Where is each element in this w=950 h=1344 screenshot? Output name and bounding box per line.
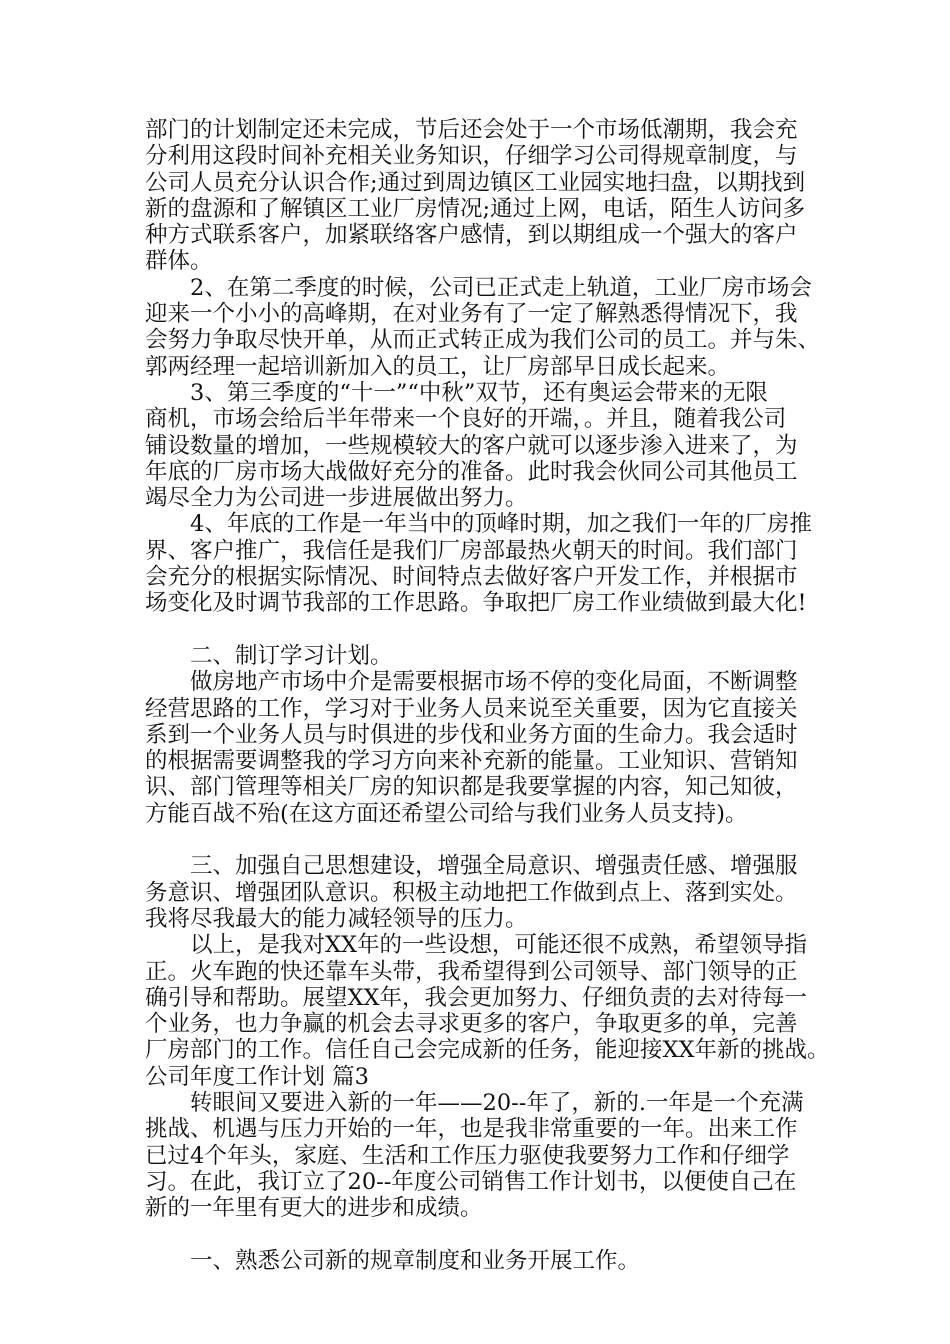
text-line: 年底的厂房市场大战做好充分的准备。此时我会伙同公司其他员工 <box>145 458 798 485</box>
blank-line <box>145 1221 825 1247</box>
text-line: 部门的计划制定还未完成，节后还会处于一个市场低潮期，我会充 <box>145 117 798 143</box>
text-line: 2、在第二季度的时候，公司已正式走上轨道，工业厂房市场会 <box>190 274 812 301</box>
text-line: 公司人员充分认识合作;通过到周边镇区工业园实地扫盘，以期找到 <box>145 169 806 196</box>
text-line: 正。火车跑的快还靠车头带，我希望得到公司领导、部门领导的正 <box>145 958 798 985</box>
text-line: 方能百战不殆(在这方面还希望公司给与我们业务人员支持)。 <box>145 800 748 827</box>
text-line: 已过4个年头，家庭、生活和工作压力驱使我要努力工作和仔细学 <box>145 1142 790 1169</box>
text-line: 场变化及时调节我部的工作思路。争取把厂房工作业绩做到最大化! <box>145 590 807 617</box>
text-line: 挑战、机遇与压力开始的一年，也是我非常重要的一年。出来工作 <box>145 1116 798 1143</box>
text-line: 新的一年里有更大的进步和成绩。 <box>145 1195 483 1222</box>
text-line: 界、客户推广，我信任是我们厂房部最热火朝天的时间。我们部门 <box>145 537 798 564</box>
text-line: 郭两经理一起培训新加入的员工，让厂房部早日成长起来。 <box>145 353 731 380</box>
text-line: 4、年底的工作是一年当中的顶峰时期，加之我们一年的厂房推 <box>190 511 812 538</box>
text-line: 识、部门管理等相关厂房的知识都是我要掌握的内容，知己知彼， <box>145 774 798 801</box>
text-line: 个业务，也力争赢的机会去寻求更多的客户，争取更多的单，完善 <box>145 1011 798 1038</box>
text-line: 习。在此，我订立了20--年度公司销售工作计划书，以便使自己在 <box>145 1168 797 1195</box>
text-line: 务意识、增强团队意识。积极主动地把工作做到点上、落到实处。 <box>145 879 798 906</box>
text-line: 分利用这段时间补充相关业务知识，仔细学习公司得规章制度，与 <box>145 143 798 170</box>
text-line: 迎来一个小小的高峰期，在对业务有了一定了解熟悉得情况下，我 <box>145 301 798 328</box>
text-line: 厂房部门的工作。信任自己会完成新的任务，能迎接XX年新的挑战。 <box>145 1037 830 1064</box>
text-line: 做房地产市场中介是需要根据市场不停的变化局面，不断调整 <box>190 669 798 696</box>
text-line: 经营思路的工作，学习对于业务人员来说至关重要，因为它直接关 <box>145 695 798 722</box>
text-line: 二、制订学习计划。 <box>190 642 393 669</box>
text-line: 以上，是我对XX年的一些设想，可能还很不成熟，希望领导指 <box>190 932 808 959</box>
text-line: 铺设数量的增加，一些规模较大的客户就可以逐步渗入进来了，为 <box>145 432 798 459</box>
document-body <box>145 117 830 1274</box>
blank-line <box>145 617 825 643</box>
text-line: 三、加强自己思想建设，增强全局意识、增强责任感、增强服 <box>190 853 798 880</box>
text-line: 种方式联系客户，加紧联络客户感情，到以期组成一个强大的客户 <box>145 222 798 249</box>
text-line: 会努力争取尽快开单，从而正式转正成为我们公司的员工。并与朱、 <box>145 327 821 354</box>
text-line: 竭尽全力为公司进一步进展做出努力。 <box>145 485 528 512</box>
text-line: 群体。 <box>145 248 213 275</box>
text-line: 新的盘源和了解镇区工业厂房情况;通过上网，电话，陌生人访问多 <box>145 195 806 222</box>
text-line: 公司年度工作计划 篇3 <box>145 1063 369 1090</box>
text-line: 3、第三季度的“十一”“中秋”双节，还有奥运会带来的无限 <box>190 379 768 406</box>
text-line: 的根据需要调整我的学习方向来补充新的能量。工业知识、营销知 <box>145 748 798 775</box>
text-line: 会充分的根据实际情况、时间特点去做好客户开发工作，并根据市 <box>145 564 798 591</box>
text-line: 商机，市场会给后半年带来一个良好的开端，。并且，随着我公司 <box>145 406 787 433</box>
text-line: 我将尽我最大的能力减轻领导的压力。 <box>145 905 528 932</box>
text-line: 一、熟悉公司新的规章制度和业务开展工作。 <box>190 1247 641 1274</box>
text-line: 系到一个业务人员与时俱进的步伐和业务方面的生命力。我会适时 <box>145 721 798 748</box>
text-line: 确引导和帮助。展望XX年，我会更加努力、仔细负责的去对待每一 <box>145 984 808 1011</box>
blank-line <box>145 827 825 853</box>
text-line: 转眼间又要进入新的一年——20--年了，新的.一年是一个充满 <box>190 1089 804 1116</box>
